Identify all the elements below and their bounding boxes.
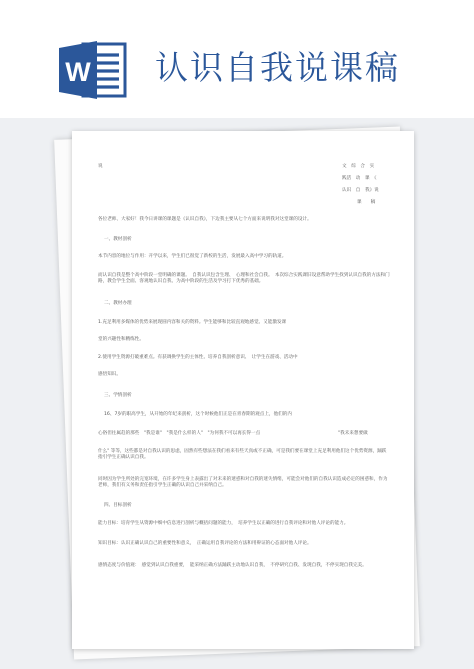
document-preview-area (0, 118, 474, 669)
paragraph-1: 本节内容的地位与作用：开学以来，学生们已很觉了新校的生活，发展最入高中学习的轨道。 (98, 254, 287, 259)
document-title: 认识自我说课稿 (155, 48, 400, 87)
paragraph-3: 1.充足利用多媒体的优势来展现圆内容和关的资料。学生能够和比较直观地感觉、又能激发课 (98, 320, 287, 325)
paragraph-6-start: 心俗但往属趋的那些 "我是谁" "我是什么样的人" "为何我不可以再长得一点 (98, 431, 261, 436)
paragraph-6-right: "我未来想要做 (338, 431, 368, 436)
section-heading-3: 三、学情剖析 (104, 393, 132, 398)
greeting-paragraph: 各位老师、大家好！我今日讲课的课题是《认识自我》，下边我主要从七个方面来说明我对这堂课的设计。 (98, 217, 312, 222)
right-header-line-1: 文 综 合 实 (342, 164, 375, 169)
banner-header (0, 0, 474, 118)
paragraph-7: 同时因为学生所处的完宽环境，在许多学生身上表露出了对未来的迷惑和对自我的迷失情绪，可能会对他们的自我认识造成必定的困惑和，作为老师，我们有义务和责任指引学生正确的认识自己并采纳自己。 (98, 477, 388, 488)
right-header-line-4: 课 稿 (357, 200, 376, 205)
paragraph-3-continued: 堂的兴趣性和精练性。 (98, 337, 144, 342)
section-heading-1: 一、教材剖析 (104, 237, 132, 242)
right-header-line-3: 认识 自 我》说 (342, 188, 379, 193)
paragraph-9: 知识目标：认识正确认识自己的重要性和意义， 正确运用自我评论的方法和用辩证的心态面对他人评论。 (98, 541, 312, 546)
right-header-line-2: 践活 动 课 《 (342, 176, 377, 181)
paragraph-4: 2.使用学生资源打破重难点。有获调换学生的主体性、培养自我剖析意识、 让学生在游戏、活动中 (98, 355, 298, 360)
left-side-label: 说 (98, 164, 103, 169)
section-heading-2: 二、教材办理 (104, 301, 132, 306)
paragraph-2: 而认识自我是整个高中阶段一堂明确的课题。 自我认识包含生理、 心理和社会自我。 本次综合实践课旧设意帮助学生找到认识自我的方法和门路，教会学生全面、客观地认识自我、为高中阶段的生活及学习打下优秀的基础。 (98, 273, 390, 284)
paragraph-8: 能力目标：培育学生从资源中细中信息进行剖析与概括问题的能力， 培养学生以正确的进行自我评论和对他人评论的能力。 (98, 521, 349, 526)
document-page (72, 131, 414, 649)
paragraph-10: 感情态度与价值观： 感觉到认识自我重要， 能采纳正确方法踊跃主动地认识自我， 不停研究自我、发现自我，不停实现自我完美。 (98, 563, 367, 568)
word-app-icon (57, 38, 129, 102)
paragraph-6-rest: 什么" 等等，这些都是对自我认识的思虑，固然有些想法在我们看来有些天真或不正确，可是我们要在课堂上充足利用他们这个优势资源，踊跃指引学生正确认识自我。 (98, 449, 387, 460)
paragraph-5: 16、7岁的职高学生，从开始的年纪来剖析，这个时候他们正是在青春期的观点上，他们的内 (104, 412, 292, 417)
section-heading-4: 四、目标剖析 (104, 503, 132, 508)
paragraph-4-continued: 感悟知识。 (98, 372, 121, 377)
word-icon-letter: W (65, 57, 91, 87)
